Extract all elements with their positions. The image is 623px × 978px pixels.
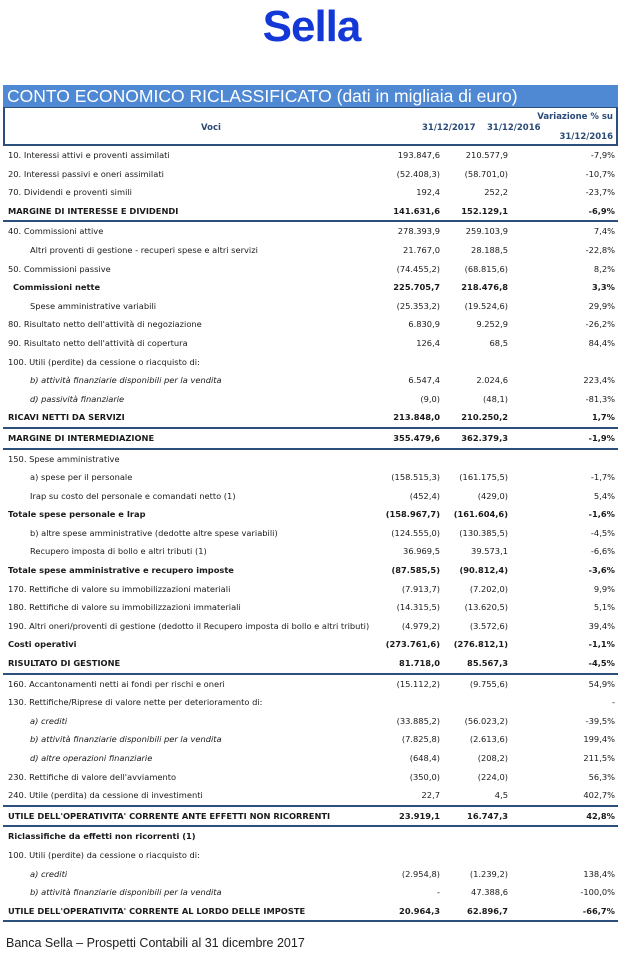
row-label: 230. Rettifiche di valore dell'avviamento: [8, 771, 177, 782]
value-2017: 225.705,7: [393, 282, 440, 293]
variation-percent: -10,7%: [585, 168, 615, 179]
table-row: [3, 693, 618, 712]
table-row: [3, 334, 618, 353]
table-row: [3, 241, 618, 260]
table-row: [3, 654, 618, 675]
header-year-2016: 31/12/2016: [487, 123, 541, 133]
value-2017: 213.848,0: [393, 412, 440, 423]
table-row: [3, 202, 618, 223]
value-2016: (56.023,2): [464, 715, 508, 726]
variation-percent: 1,7%: [591, 412, 615, 423]
table-header: [3, 107, 618, 146]
value-2017: 193.847,6: [397, 150, 440, 160]
row-label: UTILE DELL'OPERATIVITA' CORRENTE ANTE EFFETTI NON RICORRENTI: [8, 810, 331, 821]
row-label: Irap su costo del personale e comandati netto (1): [30, 490, 236, 501]
value-2017: 21.767,0: [403, 244, 440, 255]
value-2017: 278.393,9: [397, 226, 440, 237]
value-2017: -: [437, 887, 440, 898]
variation-percent: -6,9%: [588, 205, 615, 216]
value-2016: (68.815,6): [464, 263, 508, 274]
table-row: [3, 712, 618, 731]
variation-percent: 54,9%: [588, 678, 615, 689]
value-2017: 20.964,3: [399, 905, 440, 916]
table-row: [3, 183, 618, 202]
row-label: d) passività finanziarie: [30, 393, 125, 404]
value-2016: (1.239,2): [469, 868, 508, 879]
header-variation-date: 31/12/2016: [559, 132, 613, 142]
table-row: [3, 902, 618, 923]
table-row: [3, 827, 618, 846]
table-row: [3, 390, 618, 409]
variation-percent: 199,4%: [583, 734, 615, 745]
value-2017: (25.353,2): [396, 300, 440, 311]
variation-percent: -100,0%: [580, 887, 615, 898]
value-2016: 28.188,5: [471, 244, 508, 255]
value-2016: (276.812,1): [453, 639, 508, 650]
table-row: [3, 505, 618, 524]
value-2017: (4.979,2): [401, 620, 440, 631]
value-2016: (9.755,6): [469, 678, 508, 689]
table-row: [3, 315, 618, 334]
table-row: [3, 617, 618, 636]
value-2017: (9,0): [420, 393, 440, 404]
variation-percent: -1,1%: [588, 639, 615, 650]
variation-percent: 402,7%: [583, 790, 615, 801]
value-2017: 22,7: [421, 790, 440, 801]
sella-logo: Sella: [262, 2, 361, 51]
income-statement-table: [3, 146, 618, 922]
value-2017: (7.913,7): [401, 583, 440, 594]
table-row: [3, 768, 618, 787]
variation-percent: 138,4%: [583, 868, 615, 879]
row-label: RISULTATO DI GESTIONE: [8, 658, 121, 669]
variation-percent: 9,9%: [593, 583, 615, 594]
row-label: Totale spese personale e Irap: [8, 509, 146, 520]
variation-percent: 42,8%: [586, 810, 615, 821]
variation-percent: 84,4%: [588, 337, 615, 348]
value-2017: (15.112,2): [396, 678, 440, 689]
variation-percent: -81,3%: [585, 393, 615, 404]
value-2017: (452,4): [409, 490, 440, 501]
row-label: b) attività finanziarie disponibili per la vendita: [30, 375, 222, 386]
value-2016: 252,2: [484, 187, 508, 198]
row-label: MARGINE DI INTERESSE E DIVIDENDI: [8, 205, 179, 216]
row-label: Totale spese amministrative e recupero imposte: [8, 565, 234, 576]
table-row: [3, 675, 618, 694]
variation-percent: -66,7%: [582, 905, 615, 916]
value-2017: 23.919,1: [399, 810, 440, 821]
value-2016: (161.604,6): [453, 509, 508, 520]
variation-percent: -1,6%: [588, 509, 615, 520]
table-row: [3, 865, 618, 884]
row-label: 190. Altri oneri/proventi di gestione (dedotto il Recupero imposta di bollo e altri tributi): [8, 620, 370, 631]
row-label: 10. Interessi attivi e proventi assimilati: [8, 150, 170, 160]
value-2016: (58.701,0): [464, 168, 508, 179]
value-2016: 210.250,2: [461, 412, 508, 423]
value-2017: 192,4: [416, 187, 440, 198]
variation-percent: 7,4%: [593, 226, 615, 237]
variation-percent: 39,4%: [588, 620, 615, 631]
table-row: [3, 749, 618, 768]
table-row: [3, 408, 618, 429]
header-variation: Variazione % su: [537, 112, 613, 122]
row-label: 80. Risultato netto dell'attività di negoziazione: [8, 319, 202, 330]
row-label: 40. Commissioni attive: [8, 226, 104, 237]
variation-percent: 3,3%: [591, 282, 615, 293]
value-2017: 126,4: [416, 337, 440, 348]
value-2016: (130.385,5): [459, 527, 508, 538]
variation-percent: 223,4%: [583, 375, 615, 386]
value-2016: 9.252,9: [476, 319, 508, 330]
variation-percent: -23,7%: [585, 187, 615, 198]
row-label: 170. Rettifiche di valore su immobilizzazioni materiali: [8, 583, 231, 594]
value-2016: (208,2): [477, 753, 508, 763]
table-row: [3, 353, 618, 372]
row-label: a) crediti: [30, 715, 68, 726]
table-row: [3, 598, 618, 617]
value-2017: (124.555,0): [391, 527, 440, 538]
value-2016: 47.388,6: [471, 887, 508, 898]
value-2017: (2.954,8): [401, 868, 440, 879]
table-row: [3, 542, 618, 561]
value-2017: 6.547,4: [408, 375, 440, 386]
row-label: Altri proventi di gestione - recuperi spese e altri servizi: [30, 244, 258, 255]
table-row: [3, 429, 618, 450]
value-2017: 355.479,6: [393, 432, 440, 443]
variation-percent: -: [612, 697, 615, 708]
value-2016: 62.896,7: [467, 905, 508, 916]
table-row: [3, 786, 618, 807]
value-2016: 152.129,1: [461, 205, 508, 216]
variation-percent: -1,9%: [588, 432, 615, 443]
table-row: [3, 297, 618, 316]
row-label: d) altre operazioni finanziarie: [30, 753, 153, 763]
row-label: Recupero imposta di bollo e altri tributi (1): [30, 546, 207, 557]
variation-percent: -1,7%: [590, 472, 615, 483]
table-row: [3, 846, 618, 865]
row-label: b) attività finanziarie disponibili per la vendita: [30, 734, 222, 745]
row-label: 50. Commissioni passive: [8, 263, 111, 274]
table-row: [3, 487, 618, 506]
value-2016: (19.524,6): [464, 300, 508, 311]
table-row: [3, 524, 618, 543]
footer-caption: Banca Sella – Prospetti Contabili al 31 dicembre 2017: [6, 936, 305, 950]
table-row: [3, 807, 618, 828]
table-row: [3, 165, 618, 184]
row-label: UTILE DELL'OPERATIVITA' CORRENTE AL LORDO DELLE IMPOSTE: [8, 905, 306, 916]
value-2017: (7.825,8): [401, 734, 440, 745]
value-2016: 210.577,9: [465, 150, 508, 160]
value-2016: (7.202,0): [469, 583, 508, 594]
value-2016: 68,5: [489, 337, 508, 348]
row-label: 20. Interessi passivi e oneri assimilati: [8, 168, 164, 179]
table-row: [3, 635, 618, 654]
value-2016: 362.379,3: [461, 432, 508, 443]
value-2017: (273.761,6): [385, 639, 440, 650]
table-row: [3, 730, 618, 749]
table-row: [3, 222, 618, 241]
row-label: 240. Utile (perdita) da cessione di investimenti: [8, 790, 203, 801]
variation-percent: -3,6%: [588, 565, 615, 576]
row-label: 100. Utili (perdite) da cessione o riacquisto di:: [8, 849, 200, 860]
table-title: CONTO ECONOMICO RICLASSIFICATO (dati in migliaia di euro): [3, 85, 618, 107]
variation-percent: 5,1%: [593, 602, 615, 613]
row-label: MARGINE DI INTERMEDIAZIONE: [8, 432, 155, 443]
table-row: [3, 260, 618, 279]
value-2017: (33.885,2): [396, 715, 440, 726]
variation-percent: -4,5%: [588, 658, 615, 669]
table-row: [3, 883, 618, 902]
value-2017: (74.455,2): [396, 263, 440, 274]
table-row: [3, 371, 618, 390]
variation-percent: 8,2%: [593, 263, 615, 274]
variation-percent: -7,9%: [590, 150, 615, 160]
variation-percent: 56,3%: [588, 771, 615, 782]
value-2016: 218.476,8: [461, 282, 508, 293]
row-label: Riclassifiche da effetti non ricorrenti (1): [8, 831, 196, 842]
variation-percent: -39,5%: [585, 715, 615, 726]
value-2016: (48,1): [483, 393, 508, 404]
variation-percent: 5,4%: [593, 490, 615, 501]
header-year-2017: 31/12/2017: [422, 123, 476, 133]
row-label: Costi operativi: [8, 639, 77, 650]
variation-percent: -22,8%: [585, 244, 615, 255]
value-2017: 81.718,0: [399, 658, 440, 669]
value-2016: (161.175,5): [459, 472, 508, 483]
variation-percent: 211,5%: [583, 753, 615, 763]
row-label: Commissioni nette: [13, 282, 101, 293]
value-2016: 2.024,6: [476, 375, 508, 386]
value-2016: 259.103,9: [465, 226, 508, 237]
header-voci: Voci: [201, 123, 221, 133]
row-label: 70. Dividendi e proventi simili: [8, 187, 132, 198]
value-2016: 39.573,1: [471, 546, 508, 557]
row-label: 130. Rettifiche/Riprese di valore nette per deterioramento di:: [8, 697, 263, 708]
row-label: RICAVI NETTI DA SERVIZI: [8, 412, 125, 423]
value-2017: 36.969,5: [403, 546, 440, 557]
value-2017: (87.585,5): [391, 565, 440, 576]
row-label: 100. Utili (perdite) da cessione o riacquisto di:: [8, 356, 200, 367]
table-row: [3, 468, 618, 487]
value-2016: (90.812,4): [459, 565, 508, 576]
row-label: a) crediti: [30, 868, 68, 879]
table-row: [3, 450, 618, 469]
value-2016: (224,0): [477, 771, 508, 782]
row-label: b) attività finanziarie disponibili per la vendita: [30, 887, 222, 898]
table-row: [3, 278, 618, 297]
variation-percent: -6,6%: [590, 546, 615, 557]
value-2016: 85.567,3: [467, 658, 508, 669]
value-2017: 6.830,9: [408, 319, 440, 330]
value-2017: (52.408,3): [396, 168, 440, 179]
value-2017: (14.315,5): [396, 602, 440, 613]
value-2016: 4,5: [494, 790, 508, 801]
value-2017: (350,0): [409, 771, 440, 782]
row-label: 90. Risultato netto dell'attività di copertura: [8, 337, 188, 348]
value-2017: (158.515,3): [391, 472, 440, 483]
row-label: 160. Accantonamenti netti ai fondi per rischi e oneri: [8, 678, 225, 689]
value-2016: 16.747,3: [467, 810, 508, 821]
table-row: [3, 580, 618, 599]
value-2017: (158.967,7): [385, 509, 440, 520]
variation-percent: -4,5%: [590, 527, 615, 538]
table-row: [3, 146, 618, 165]
value-2017: (648,4): [409, 753, 440, 763]
row-label: b) altre spese amministrative (dedotte altre spese variabili): [30, 527, 278, 538]
value-2016: (429,0): [477, 490, 508, 501]
table-row: [3, 561, 618, 580]
row-label: 180. Rettifiche di valore su immobilizzazioni immateriali: [8, 602, 241, 613]
value-2016: (2.613,6): [469, 734, 508, 745]
variation-percent: -26,2%: [585, 319, 615, 330]
value-2017: 141.631,6: [393, 205, 440, 216]
row-label: 150. Spese amministrative: [8, 453, 120, 464]
variation-percent: 29,9%: [588, 300, 615, 311]
row-label: Spese amministrative variabili: [30, 300, 157, 311]
value-2016: (13.620,5): [464, 602, 508, 613]
value-2016: (3.572,6): [469, 620, 508, 631]
row-label: a) spese per il personale: [30, 472, 133, 483]
